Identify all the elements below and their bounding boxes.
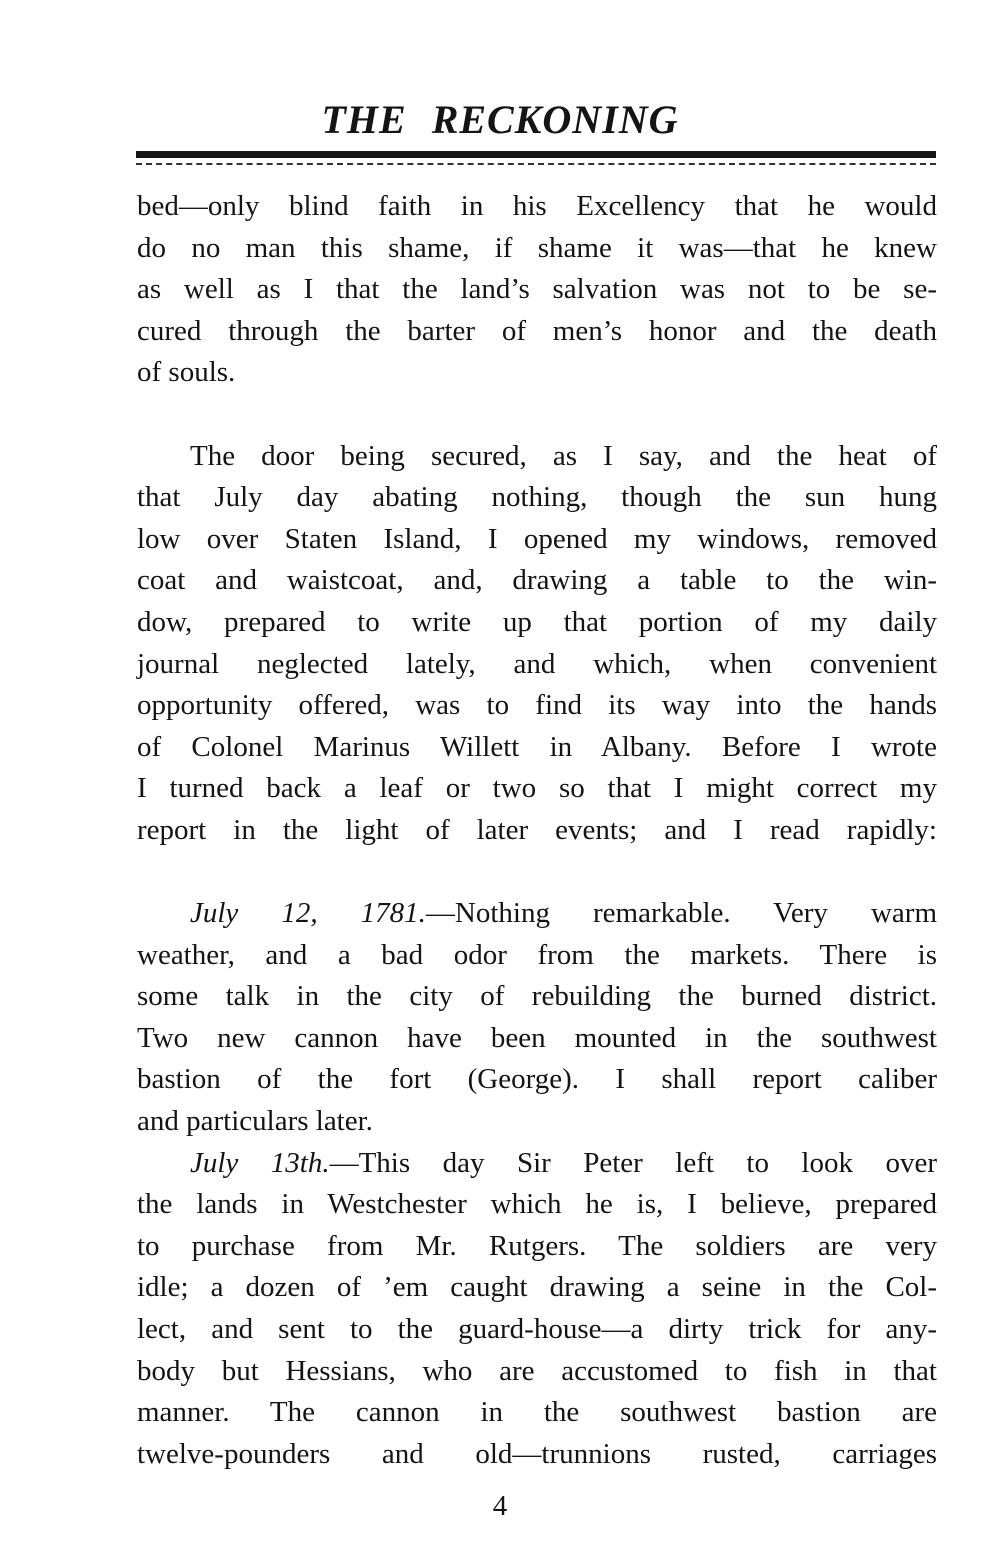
text-line: some talk in the city of rebuilding the burned district. [137,980,937,1013]
header-rule-thin [136,163,936,165]
journal-entry [137,1143,937,1476]
text-line: cured through the barter of men’s honor and the death [137,314,937,347]
text-line: opportunity offered, was to find its way into the hands [137,689,937,722]
text-line: lect, and sent to the guard-house—a dirty trick for any- [137,1313,937,1346]
entry-date: July 13th. [190,1146,330,1179]
text-line [137,1143,937,1185]
text-line: manner. The cannon in the southwest bastion are [137,1396,937,1429]
text-line: bastion of the fort (George). I shall report caliber [137,1063,937,1096]
text-line: journal neglected lately, and which, when convenient [137,647,937,680]
text-line: report in the light of later events; and I read rapidly: [137,813,937,846]
text-line: twelve-pounders and old—trunnions rusted, carriages [137,1437,937,1470]
paragraph [137,436,937,852]
text-line: low over Staten Island, I opened my windows, removed [137,522,937,555]
text-line: of souls. [137,356,236,389]
paragraph-gap [137,394,937,436]
paragraph-gap [137,852,937,894]
page-number: 4 [492,1490,508,1522]
text-line: that July day abating nothing, though the sun hung [137,481,937,514]
entry-text: —This day Sir Peter left to look over [329,1146,937,1179]
text-line: and particulars later. [137,1105,373,1138]
header-rule-thick [136,151,936,158]
text-line: The door being secured, as I say, and the heat of [190,439,937,472]
body-text [137,186,937,1475]
journal-entry [137,893,937,1143]
text-line: the lands in Westchester which he is, I believe, prepared [137,1188,937,1221]
text-line: dow, prepared to write up that portion of my daily [137,605,937,638]
text-line: do no man this shame, if shame it was—that he knew [137,231,937,264]
text-line: as well as I that the land’s salvation was not to be se- [137,273,937,306]
text-line: of Colonel Marinus Willett in Albany. Before I wrote [137,730,937,763]
text-line [137,893,937,935]
running-title: THE RECKONING [321,97,679,142]
text-line: Two new cannon have been mounted in the southwest [137,1021,937,1054]
text-line: body but Hessians, who are accustomed to fish in that [137,1354,937,1387]
entry-text: —Nothing remarkable. Very warm [425,897,937,930]
text-line: I turned back a leaf or two so that I might correct my [137,772,937,805]
text-line: weather, and a bad odor from the markets. There is [137,938,937,971]
text-line: coat and waistcoat, and, drawing a table to the win- [137,564,937,597]
entry-date: July 12, 1781. [190,897,426,930]
paragraph [137,186,937,394]
text-line: bed—only blind faith in his Excellency that he would [137,190,937,222]
text-line: to purchase from Mr. Rutgers. The soldiers are very [137,1229,937,1262]
text-line: idle; a dozen of ’em caught drawing a seine in the Col- [137,1271,937,1304]
